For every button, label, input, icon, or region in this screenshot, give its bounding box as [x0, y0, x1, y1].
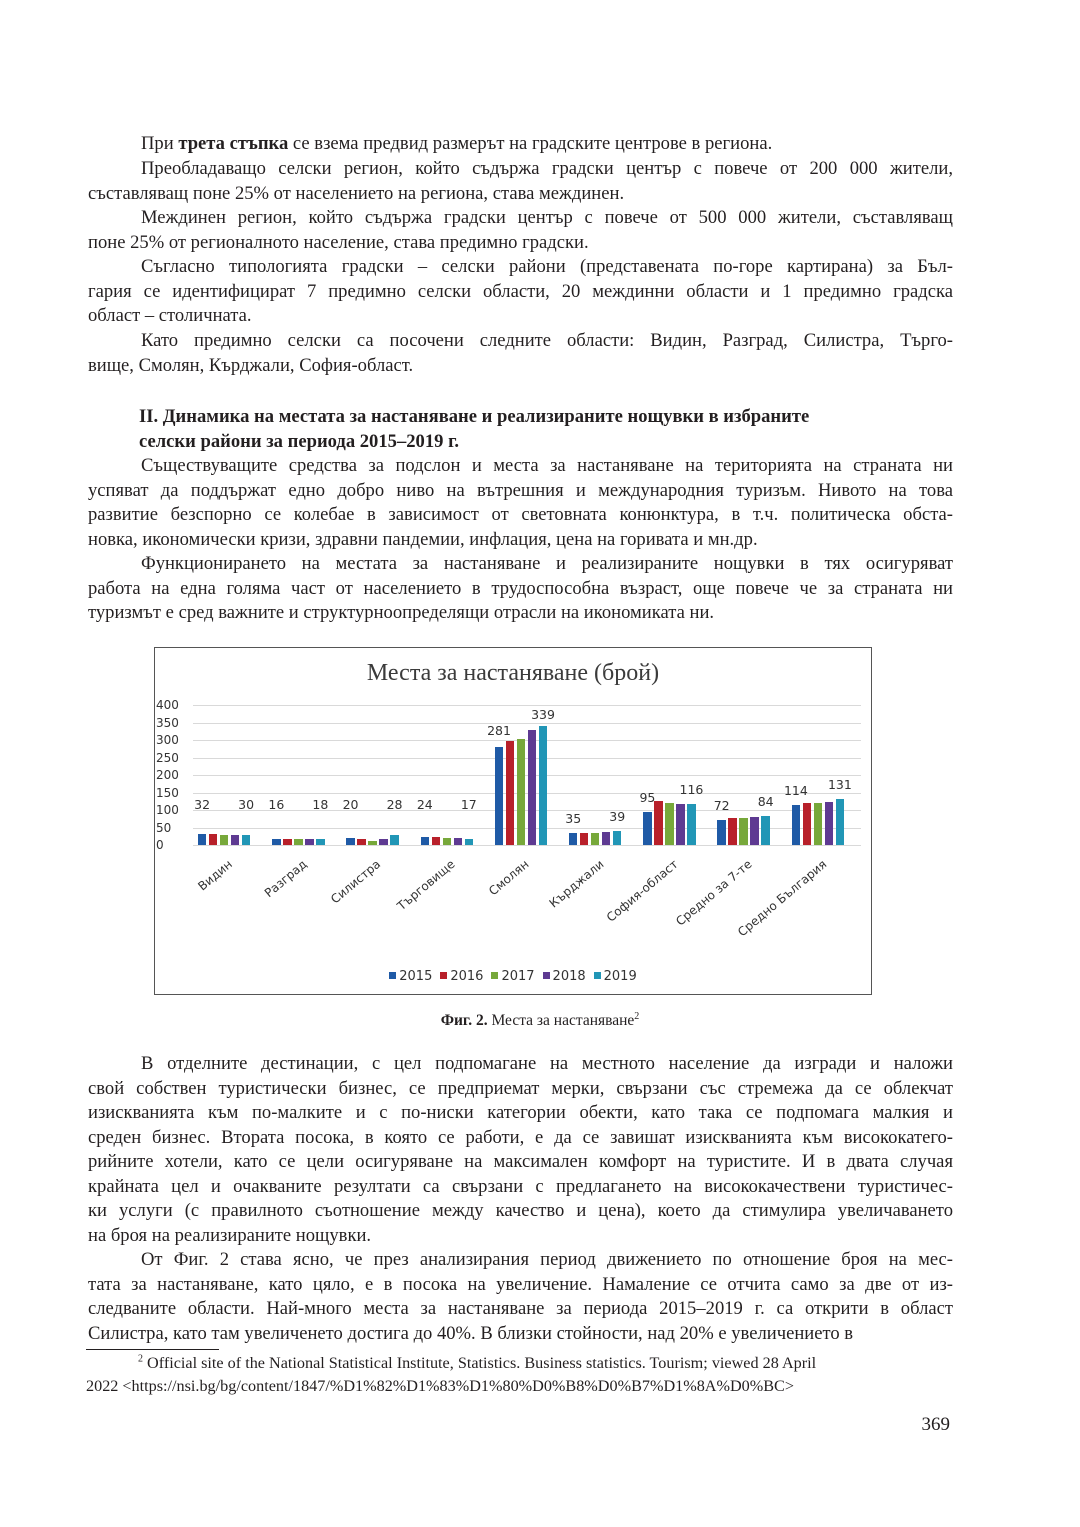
page-number: 369	[921, 1414, 950, 1435]
paragraph-line: на броя на реализираните нощувки.	[88, 1224, 372, 1246]
bar-2018	[379, 839, 388, 845]
legend-item-2019: 2019	[594, 969, 637, 984]
legend-swatch-icon	[543, 972, 550, 979]
footnote	[86, 1352, 951, 1398]
x-tick-label: Разград	[261, 857, 310, 901]
data-label: 32	[194, 797, 211, 812]
section-heading	[139, 405, 951, 454]
figure-caption	[0, 1012, 1080, 1030]
bar-2019	[242, 835, 251, 846]
x-tick-label: Силистра	[328, 857, 384, 907]
data-label: 114	[783, 783, 808, 799]
y-tick-label: 50	[156, 820, 172, 835]
bar-2019	[761, 816, 770, 845]
bar-2015	[346, 838, 355, 845]
paragraph-line: рийните хотели, като се цели осигуряване на максимален комфорт на туристите. И в двата случая	[88, 1151, 953, 1172]
bar-2019	[836, 799, 845, 845]
bar-2017	[220, 835, 229, 845]
bar-2016	[728, 818, 737, 845]
legend-item-2016: 2016	[440, 969, 483, 984]
bar-2016	[209, 834, 218, 845]
bar-2018	[528, 730, 537, 846]
paragraph-line: В отделните дестинации, с цел подпомагане на местното население да изгради и наложи	[141, 1053, 953, 1074]
footnote-number: 2	[138, 1353, 143, 1365]
paragraph-line: работа на една голяма част от населението в трудоспособна възраст, още повече че за страната ни	[88, 577, 953, 599]
y-tick-label: 250	[156, 750, 179, 765]
paragraph-line: тата за настаняване, като цяло, е в посока на увеличение. Намаление се отчита само за две от из-	[88, 1273, 953, 1295]
bar-2019	[465, 839, 474, 845]
data-label: 17	[460, 797, 477, 812]
paragraph-line: успяват да поддържат едно добро ниво на вътрешния и международния туризъм. Нивото на това	[88, 479, 953, 501]
paragraph-line: туризмът е сред важните и структурноопределящи отрасли на икономиката ни.	[88, 602, 715, 623]
data-label: 131	[827, 777, 852, 793]
paragraph-line: следваните области. Най-много места за настаняване за периода 2015–2019 г. са открити в област	[88, 1298, 953, 1319]
data-label: 281	[487, 722, 511, 738]
bar-2018	[825, 802, 834, 845]
paragraph-line: изискванията към по-малките и с по-ниски категории обекти, като така се подпомага малкия и	[88, 1102, 953, 1123]
bar-2015	[643, 812, 652, 845]
bar-2019	[539, 726, 548, 845]
bar-2015	[495, 747, 504, 845]
bar-2019	[390, 835, 399, 845]
paragraph-line: гария се идентифицират 7 предимно селски области, 20 междинни области и 1 предимно градска	[88, 280, 953, 302]
bar-2019	[687, 804, 696, 845]
plot-area	[156, 698, 861, 852]
data-label: 35	[565, 810, 582, 826]
paragraph-line: Междинен регион, който съдържа градски център с повече от 500 000 жители, съставляващ	[141, 207, 953, 228]
data-label: 116	[679, 782, 704, 798]
legend-swatch-icon	[491, 972, 498, 979]
paragraph-line: Като предимно селски са посочени следните области: Видин, Разград, Силистра, Търго-	[141, 330, 953, 351]
data-label: 30	[238, 797, 255, 812]
bar-chart	[154, 647, 872, 995]
bar-2016	[357, 839, 366, 845]
bar-2019	[316, 839, 325, 845]
y-tick-label: 200	[156, 768, 179, 782]
data-label: 20	[342, 797, 359, 812]
bar-2016	[580, 833, 589, 845]
paragraph-line: Съгласно типологията градски – селски райони (представената по-горе картирана) за Бъл-	[141, 256, 953, 277]
bar-2016	[283, 839, 292, 845]
paragraph-line: крайната цел и очакваните резултати са свързани с предлагането на висококачествени туристичес-	[88, 1175, 953, 1197]
bar-2015	[421, 837, 430, 845]
bar-2015	[198, 834, 207, 845]
chart-legend	[155, 969, 871, 984]
paragraph-line: Функционирането на местата за настаняване и реализираните нощувки в тях осигуряват	[141, 553, 953, 574]
bar-2018	[750, 817, 759, 845]
intro-paragraph-1	[141, 132, 953, 157]
data-label: 16	[268, 797, 285, 812]
paragraph-line: поне 25% от регионалното население, става предимно градски.	[88, 231, 589, 253]
bar-2017	[591, 833, 600, 845]
bar-2015	[717, 820, 726, 845]
bar-2019	[613, 831, 622, 845]
bar-2015	[272, 839, 281, 845]
data-label: 84	[757, 793, 774, 809]
footnote-divider	[86, 1349, 219, 1350]
bar-2015	[569, 833, 578, 845]
paragraph-line: Съществуващите средства за подслон и места за настаняване на територията на страната ни	[141, 455, 953, 476]
paragraph-line: При трета стъпка се взема предвид размерът на градските центрове в региона.	[141, 133, 773, 154]
x-tick-label: Кърджали	[546, 857, 607, 911]
intro-paragraph-3	[88, 206, 953, 255]
bar-2016	[803, 803, 812, 845]
paragraph-line: От Фиг. 2 става ясно, че през анализирания период движението по отношение броя на мес-	[141, 1249, 953, 1270]
legend-swatch-icon	[594, 972, 601, 979]
y-tick-label: 300	[156, 733, 179, 747]
legend-swatch-icon	[389, 972, 396, 979]
x-tick-label: Видин	[195, 857, 236, 894]
paragraph-line: среден бизнес. Втората посока, в която се работи, е да се завишат изискванията към висококатего-	[88, 1126, 953, 1148]
paragraph-line: Силистра, като там увеличенето достига до 40%. В близки стойности, над 20% е увеличението в	[88, 1322, 854, 1344]
paragraph-line: област – столичната.	[88, 305, 252, 326]
gridline	[193, 705, 861, 706]
caption-text: Места за настаняване	[487, 1012, 635, 1029]
y-tick-label: 150	[156, 785, 179, 800]
bar-2016	[506, 741, 515, 845]
y-tick-label: 350	[156, 715, 179, 730]
caption-label: Фиг. 2.	[440, 1012, 488, 1029]
footnote-line: 2022 <https://nsi.bg/bg/content/1847/%D1%82%D1%83%D1%80%D0%B8%D0%B7%D1%8A%D0%BC>	[86, 1377, 794, 1395]
data-label: 339	[531, 707, 555, 723]
gridline	[193, 723, 861, 724]
legend-swatch-icon	[440, 972, 447, 979]
footnote-ref: 2	[634, 1010, 640, 1022]
x-tick-label: Средно за 7-те	[673, 857, 755, 929]
bar-2017	[443, 838, 452, 845]
y-tick-label: 100	[156, 803, 179, 817]
bar-2018	[305, 839, 314, 845]
legend-item-2017: 2017	[491, 969, 534, 984]
paragraph-line: свой собствен туристически бизнес, се предприемат мерки, свързани със стремежа да се облекчат	[88, 1077, 953, 1099]
paragraph-line: Преобладаващо селски регион, който съдържа градски център с повече от 200 000 жители,	[141, 158, 953, 179]
data-label: 95	[639, 789, 656, 805]
legend-item-2018: 2018	[543, 969, 586, 984]
x-tick-label: София-област	[603, 857, 681, 925]
body-paragraph-1	[88, 1052, 953, 1248]
section-paragraph-2	[88, 552, 953, 626]
data-label: 72	[713, 797, 730, 813]
paragraph-line: вище, Смолян, Кърджали, София-област.	[88, 354, 414, 376]
data-label: 39	[609, 809, 626, 825]
intro-paragraph-5	[88, 329, 953, 378]
data-label: 24	[416, 797, 433, 812]
bar-2017	[665, 803, 674, 845]
bar-2018	[602, 832, 611, 845]
bar-2015	[792, 805, 801, 845]
paragraph-line: съставляващ поне 25% от населението на региона, става междинен.	[88, 182, 625, 204]
intro-paragraph-2	[88, 157, 953, 206]
x-tick-label: Средно България	[734, 857, 829, 940]
chart-title: Места за настаняване (брой)	[366, 660, 660, 686]
gridline	[193, 845, 861, 846]
bar-2016	[654, 801, 663, 845]
heading-line: селски райони за периода 2015–2019 г.	[139, 430, 460, 452]
body-paragraph-2	[88, 1248, 953, 1346]
footnote-line: $^2$ Official site of the National Statistical Institute, Statistics. Business statistics. Tourism; viewed 28 April	[138, 1353, 817, 1372]
intro-paragraph-4	[88, 255, 953, 329]
bar-2017	[517, 739, 526, 845]
legend-item-2015: 2015	[389, 969, 432, 984]
bar-2017	[739, 818, 748, 845]
bar-2018	[231, 835, 240, 845]
bar-2017	[814, 803, 823, 845]
bar-2018	[454, 838, 463, 845]
x-tick-label: Смолян	[486, 857, 532, 899]
bar-2016	[432, 837, 441, 845]
x-tick-label: Търговище	[394, 857, 458, 914]
y-tick-label: 0	[156, 838, 164, 852]
y-tick-label: 400	[156, 698, 179, 712]
bold-term: трета стъпка	[178, 133, 289, 154]
bar-2018	[676, 804, 685, 845]
paragraph-line: ки услуги (с правилното съотношение между качество и цена), което да стимулира увеличаването	[88, 1200, 953, 1221]
paragraph-line: новка, икономически кризи, здравни пандемии, инфлация, цена на горивата и мн.др.	[88, 528, 758, 550]
heading-line: II. Динамика на местата за настаняване и реализираните нощувки в избраните	[139, 406, 810, 427]
data-label: 28	[386, 797, 403, 812]
bar-2017	[368, 841, 377, 845]
bar-2017	[294, 839, 303, 845]
section-paragraph-1	[88, 454, 953, 552]
data-label: 18	[312, 797, 329, 812]
paragraph-line: развитие безспорно се колебае в зависимост от световната конюнктура, в т.ч. политическа обста-	[88, 504, 953, 525]
